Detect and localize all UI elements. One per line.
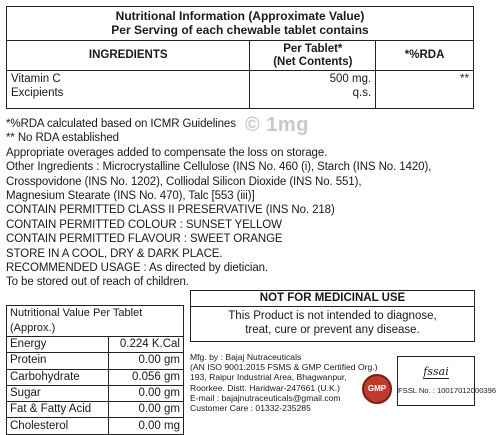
nutrient-name: Cholesterol — [7, 418, 109, 434]
nutrient-name: Sugar — [7, 385, 109, 401]
not-medicinal-line2: treat, cure or prevent any disease. — [245, 324, 420, 336]
nutrient-value: 0.00 gm — [109, 353, 184, 369]
rda-cell — [376, 71, 474, 109]
ingredient-name: Excipients — [11, 86, 64, 99]
table-row — [7, 418, 184, 434]
ingredient-amount: q.s. — [352, 86, 372, 99]
nutritional-value-table — [6, 305, 184, 435]
note-line: CONTAIN PERMITTED CLASS II PRESERVATIVE (INS No. 218) — [6, 204, 335, 217]
header-per-tablet-line1: Per Tablet* — [283, 42, 343, 55]
note-line: STORE IN A COOL, DRY & DARK PLACE. — [6, 247, 223, 260]
nutrient-name: Carbohydrate — [7, 369, 109, 385]
note-line: ** No RDA established — [6, 132, 119, 145]
note-line: To be stored out of reach of children. — [6, 276, 189, 289]
manufacturer-line: Mfg. by : Bajaj Nutraceuticals — [190, 352, 302, 362]
table-row — [7, 337, 184, 353]
nutrient-value: 0.056 gm — [109, 369, 184, 385]
amounts-cell — [250, 71, 376, 109]
nutrient-value: 0.00 gm — [109, 402, 184, 418]
header-rda: *%RDA — [376, 41, 474, 71]
not-medicinal-line1: This Product is not intended to diagnose, — [228, 310, 437, 322]
nutritional-value-header: Nutritional Value Per Tablet (Approx.) — [7, 306, 184, 337]
table-row — [7, 385, 184, 401]
manufacturer-line: E-mail : bajajnutraceuticals@gmail.com — [190, 392, 341, 403]
nutrition-info-table — [6, 6, 474, 109]
not-medicinal-text — [191, 307, 474, 337]
note-line: *%RDA calculated based on ICMR Guidelines — [6, 118, 236, 130]
note-line: RECOMMENDED USAGE : As directed by dietician. — [6, 262, 268, 275]
fssai-box — [397, 356, 496, 406]
fssai-logo-text: fssai — [423, 365, 449, 378]
table-row — [7, 369, 184, 385]
nutrient-value: 0.00 gm — [109, 385, 184, 401]
manufacturer-line: (AN ISO 9001:2015 FSMS & GMP Certified Org.) — [190, 362, 378, 373]
nutrient-name: Energy — [7, 337, 109, 353]
note-line: Magnesium Stearate (INS No. 470), Talc [553 (iii)] — [6, 190, 255, 203]
manufacturer-line: 193, Raipur Industrial Area, Bhagwanpur, — [190, 372, 347, 383]
header-per-tablet-line2: (Net Contents) — [273, 55, 353, 68]
table-row — [7, 402, 184, 418]
ingredients-cell — [7, 71, 250, 109]
nutrient-value: 0.00 mg — [109, 418, 184, 434]
notes-block — [6, 117, 476, 290]
gmp-badge-icon: GMP — [362, 374, 392, 404]
not-medicinal-box — [190, 290, 475, 342]
manufacturer-line: Customer Care : 01332-235285 — [190, 403, 311, 414]
note-line: Other Ingredients : Microcrystalline Cellulose (INS No. 460 (i), Starch (INS No. 1420), — [6, 161, 432, 174]
ingredient-rda: ** — [460, 73, 469, 85]
header-per-tablet — [250, 41, 376, 71]
nutrient-value: 0.224 K.Cal — [109, 337, 184, 353]
ingredient-amount: 500 mg. — [329, 73, 372, 85]
fssai-logo — [398, 365, 474, 378]
manufacturer-line: Roorkee. Distt. Haridwar-247661 (U.K.) — [190, 382, 340, 393]
note-line: Appropriate overages added to compensate the loss on storage. — [6, 146, 328, 159]
watermark: © 1mg — [245, 114, 309, 136]
nutrient-name: Fat & Fatty Acid — [7, 402, 109, 418]
not-medicinal-title: NOT FOR MEDICINAL USE — [191, 291, 474, 307]
ingredient-name: Vitamin C — [11, 73, 61, 85]
table-title — [7, 7, 474, 41]
table-title-line1: Nutritional Information (Approximate Value) — [115, 9, 365, 23]
note-line: CONTAIN PERMITTED COLOUR : SUNSET YELLOW — [6, 218, 282, 231]
note-line: Crosspovidone (INS No. 1202), Colliodal Silicon Dioxide (INS No. 551), — [6, 175, 362, 188]
nutrient-name: Protein — [7, 353, 109, 369]
header-ingredients: INGREDIENTS — [7, 41, 250, 71]
table-title-line2: Per Serving of each chewable tablet contains — [111, 23, 369, 37]
table-row — [7, 353, 184, 369]
note-line: CONTAIN PERMITTED FLAVOUR : SWEET ORANGE — [6, 233, 283, 246]
fssai-license: FSSL No. : 10017012000396 — [398, 386, 496, 395]
